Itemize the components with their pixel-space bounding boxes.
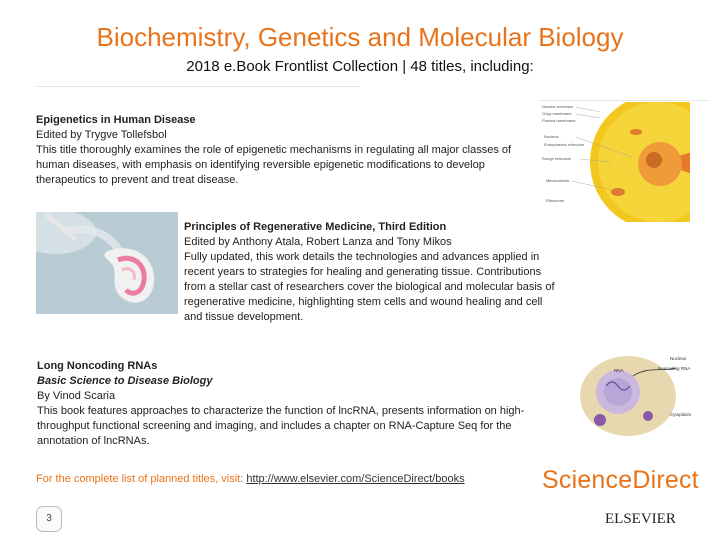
ear-scaffold-image	[36, 212, 178, 314]
book-long-noncoding-rnas	[37, 359, 575, 449]
figure-label: Nucleus	[670, 356, 687, 361]
sciencedirect-logo: ScienceDirect	[542, 466, 699, 494]
book-editor: Edited by Anthony Atala, Robert Lanza and Tony Mikos	[184, 236, 452, 248]
figure-label: Ribosome	[546, 198, 565, 203]
figure-label: Golgi membrane	[542, 111, 572, 116]
book-epigenetics	[36, 113, 544, 188]
book-description: This title thoroughly examines the role of epigenetic mechanisms in regulating all major classes of human diseases, with emphasis on identifying reversible epigenetic modifications to develop therapeutics to prevent and treat disease.	[36, 144, 512, 186]
book-title: Long Noncoding RNAs	[37, 360, 158, 372]
book-description: This book features approaches to characterize the function of lncRNA, presents information on high- throughput functional screening and imaging, and includes a chapter on RNA-Capture Seq for the annotation of lncRNAs.	[37, 405, 525, 447]
figure-label: Endoplasmic reticulum	[544, 142, 585, 147]
footer-note	[36, 473, 465, 485]
book-subtitle: Basic Science to Disease Biology	[37, 375, 213, 387]
figure-label: RNA	[614, 368, 624, 373]
figure-label: Nuclear envelope	[542, 104, 574, 109]
figure-label: Cytoplasm	[670, 412, 692, 417]
book-description: Fully updated, this work details the technologies and advances applied in recent years to strategies for healing and generating tissue. Contributions from a stellar cast of researchers cover the biological and molecular basis of regenerative medicine, highlighting stem cells and wound healing and cell and tissue development.	[184, 251, 555, 323]
figure-divider	[540, 100, 710, 101]
cell-diagram-image	[540, 102, 690, 222]
elsevier-logo: ELSEVIER	[605, 511, 676, 527]
book-title: Principles of Regenerative Medicine, Third Edition	[184, 221, 447, 233]
header-divider	[36, 86, 360, 87]
figure-label: Plasma membrane	[542, 118, 576, 123]
figure-label: Noncoding RNA	[658, 366, 691, 371]
page-number: 3	[36, 506, 62, 532]
book-regenerative-medicine	[184, 220, 594, 325]
figure-label: Mitochondria	[546, 178, 569, 183]
figure-label: Nucleus	[544, 134, 559, 139]
book-author: By Vinod Scaria	[37, 390, 116, 402]
page-title: Biochemistry, Genetics and Molecular Biology	[96, 22, 624, 52]
book-editor: Edited by Trygve Tollefsbol	[36, 129, 167, 141]
page-subtitle: 2018 e.Book Frontlist Collection | 48 titles, including:	[186, 58, 534, 75]
rna-diagram-image	[578, 346, 714, 438]
book-title: Epigenetics in Human Disease	[36, 114, 196, 126]
figure-label: Rough reticulum	[542, 156, 572, 161]
books-link[interactable]: http://www.elsevier.com/ScienceDirect/books	[246, 473, 465, 485]
footer-prefix: For the complete list of planned titles, visit:	[36, 473, 247, 485]
